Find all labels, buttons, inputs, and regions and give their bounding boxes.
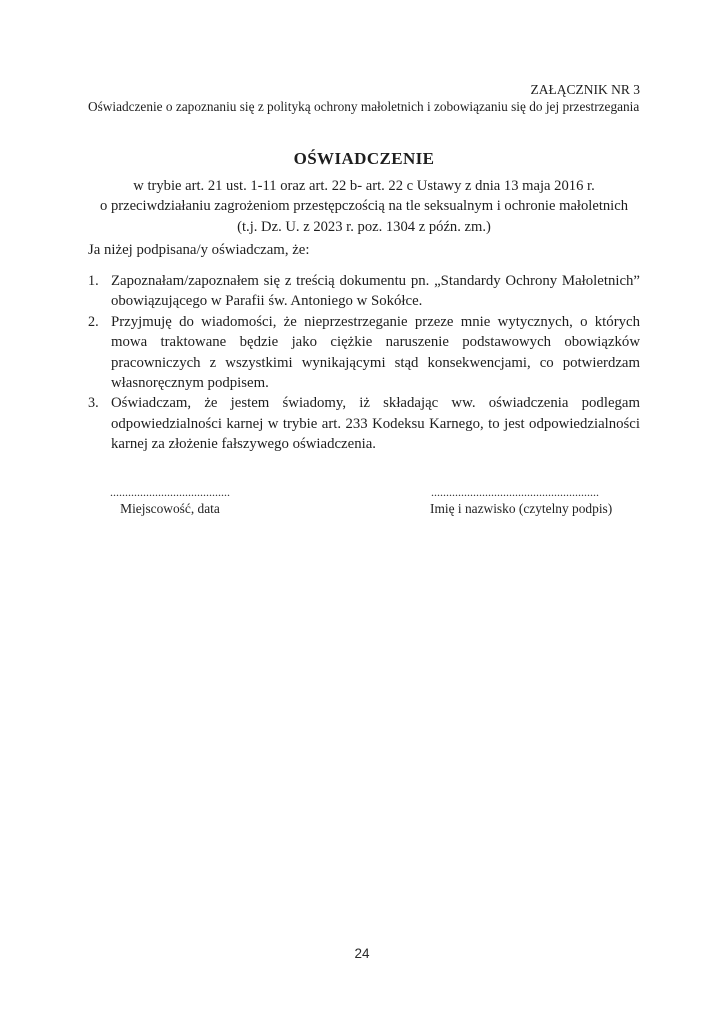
signature-place-line: ........................................ xyxy=(110,487,230,497)
signature-place-label: Miejscowość, data xyxy=(120,501,220,516)
signature-name-line: ........................................................ xyxy=(431,487,599,497)
statement-number: 3. xyxy=(88,395,99,412)
legal-basis-line-2: o przeciwdziałaniu zagrożeniom przestępczością na tle seksualnym i ochronie małoletnich xyxy=(100,198,628,215)
page-number: 24 xyxy=(354,946,370,961)
statements-list xyxy=(88,271,640,455)
signature-name xyxy=(430,487,613,517)
statement-item xyxy=(88,312,640,394)
document-subtitle: Oświadczenie o zapoznaniu się z polityką ochrony małoletnich i zobowiązaniu się do jej przestrzegania xyxy=(88,99,640,114)
attachment-label: ZAŁĄCZNIK NR 3 xyxy=(530,82,640,97)
legal-basis-line-3: (t.j. Dz. U. z 2023 r. poz. 1304 z późn. zm.) xyxy=(237,218,491,235)
statement-number: 2. xyxy=(88,313,99,330)
statement-item xyxy=(88,393,640,454)
legal-basis xyxy=(64,176,664,237)
statement-number: 1. xyxy=(88,273,99,289)
statement-text: Przyjmuję do wiadomości, że nieprzestrzeganie przeze mnie wytycznych, o których mowa traktowane będzie jako ciężkie naruszenie podstawowych obowiązków pracowniczych z wszystkimi wynikającymi stąd konsekwencjami, co potwierdzam własnoręcznym podpisem. xyxy=(111,313,640,392)
statement-text: Zapoznałam/zapoznałem się z treścią dokumentu pn. „Standardy Ochrony Małoletnich” obowiązującego w Parafii św. Antoniego w Sokółce. xyxy=(111,273,640,310)
declaration-intro: Ja niżej podpisana/y oświadczam, że: xyxy=(88,242,310,258)
document-title: OŚWIADCZENIE xyxy=(293,149,435,168)
signature-place xyxy=(108,487,232,517)
statement-text: Oświadczam, że jestem świadomy, iż składając ww. oświadczenia podlegam odpowiedzialności karnej w trybie art. 233 Kodeksu Karnego, to jest odpowiedzialności karnej za złożenie fałszywego oświadczenia. xyxy=(111,395,640,453)
statement-item xyxy=(88,271,640,312)
legal-basis-line-1: w trybie art. 21 ust. 1-11 oraz art. 22 b- art. 22 c Ustawy z dnia 13 maja 2016 r. xyxy=(133,178,595,194)
signature-name-label: Imię i nazwisko (czytelny podpis) xyxy=(430,501,613,516)
